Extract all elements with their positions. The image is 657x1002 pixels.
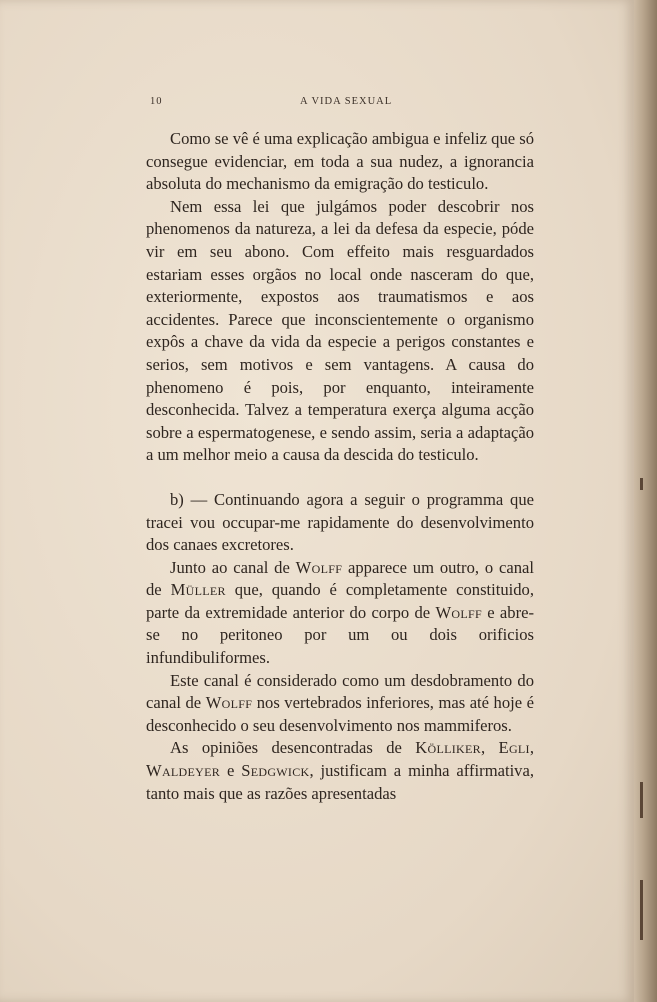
text-run: e	[220, 761, 242, 781]
author-name: Egli	[498, 738, 530, 758]
author-name: Kölliker	[415, 738, 481, 758]
author-name: Wolff	[435, 602, 482, 622]
author-name: Sedgwick	[241, 761, 310, 781]
book-spine-edge	[634, 0, 657, 1002]
text-run: nos vertebrados inferiores, mas até hoje é desconhecido o seu desenvolvimento nos mammiferos.	[146, 693, 534, 735]
text-run: e abre-se no peritoneo por um ou dois orificios infundibuliformes.	[146, 602, 534, 668]
text-run: ,	[529, 738, 535, 758]
text-run: , justificam a minha affirmativa, tanto mais que as razões apresentadas	[146, 761, 534, 803]
page-number: 10	[150, 96, 163, 107]
paragraph-2: Nem essa lei que julgámos poder descobrir nos phenomenos da natureza, a lei da defesa da especie, póde vir em seu abono. Com effeito mais resguardados estariam esses orgãos no local onde nasceram do que, exteriormente, expostos aos traumatismos e aos accidentes. Parece que inconscientemente o organismo expôs a chave da vida da especie a perigos constantes e serios, sem motivos e sem vantagens. A causa do phenomeno é pois, por enquanto, inteiramente desconhecida. Talvez a temperatura exerça alguma acção sobre a espermatogenese, e sendo assim, seria a adaptação a um melhor meio a causa da descida do testiculo.	[146, 196, 534, 465]
author-name: Müller	[170, 580, 226, 600]
paragraph-1: Como se vê é uma explicação ambigua e infeliz que só consegue evidenciar, em toda a sua nudez, a ignorancia absoluta do mechanismo da emigração do testiculo.	[146, 129, 535, 194]
author-name: Wolff	[205, 693, 253, 713]
text-run: apparece um outro, o canal de	[146, 557, 534, 600]
text-run: As opiniões desencontradas de	[170, 738, 416, 758]
paragraph-5	[146, 670, 534, 738]
running-title: A VIDA SEXUAL	[300, 96, 393, 107]
paragraph-4	[146, 557, 534, 670]
paragraph-6	[146, 737, 534, 805]
body-text	[146, 128, 534, 805]
binding-mark	[640, 880, 643, 940]
binding-mark	[640, 478, 643, 490]
text-run: que, quando é completamente constituido, parte da extremidade anterior do corpo de	[146, 580, 535, 622]
author-name: Wolff	[295, 557, 343, 577]
paragraph-3: b) — Continuando agora a seguir o programma que tracei vou occupar-me rapidamente do desenvolvimento dos canaes excretores.	[146, 489, 534, 555]
author-name: Waldeyer	[146, 761, 221, 781]
text-run: Este canal é considerado como um desdobramento do canal de	[146, 670, 534, 713]
binding-mark	[640, 782, 643, 818]
text-run: ,	[480, 738, 499, 758]
text-run: Junto ao canal de	[170, 557, 296, 577]
